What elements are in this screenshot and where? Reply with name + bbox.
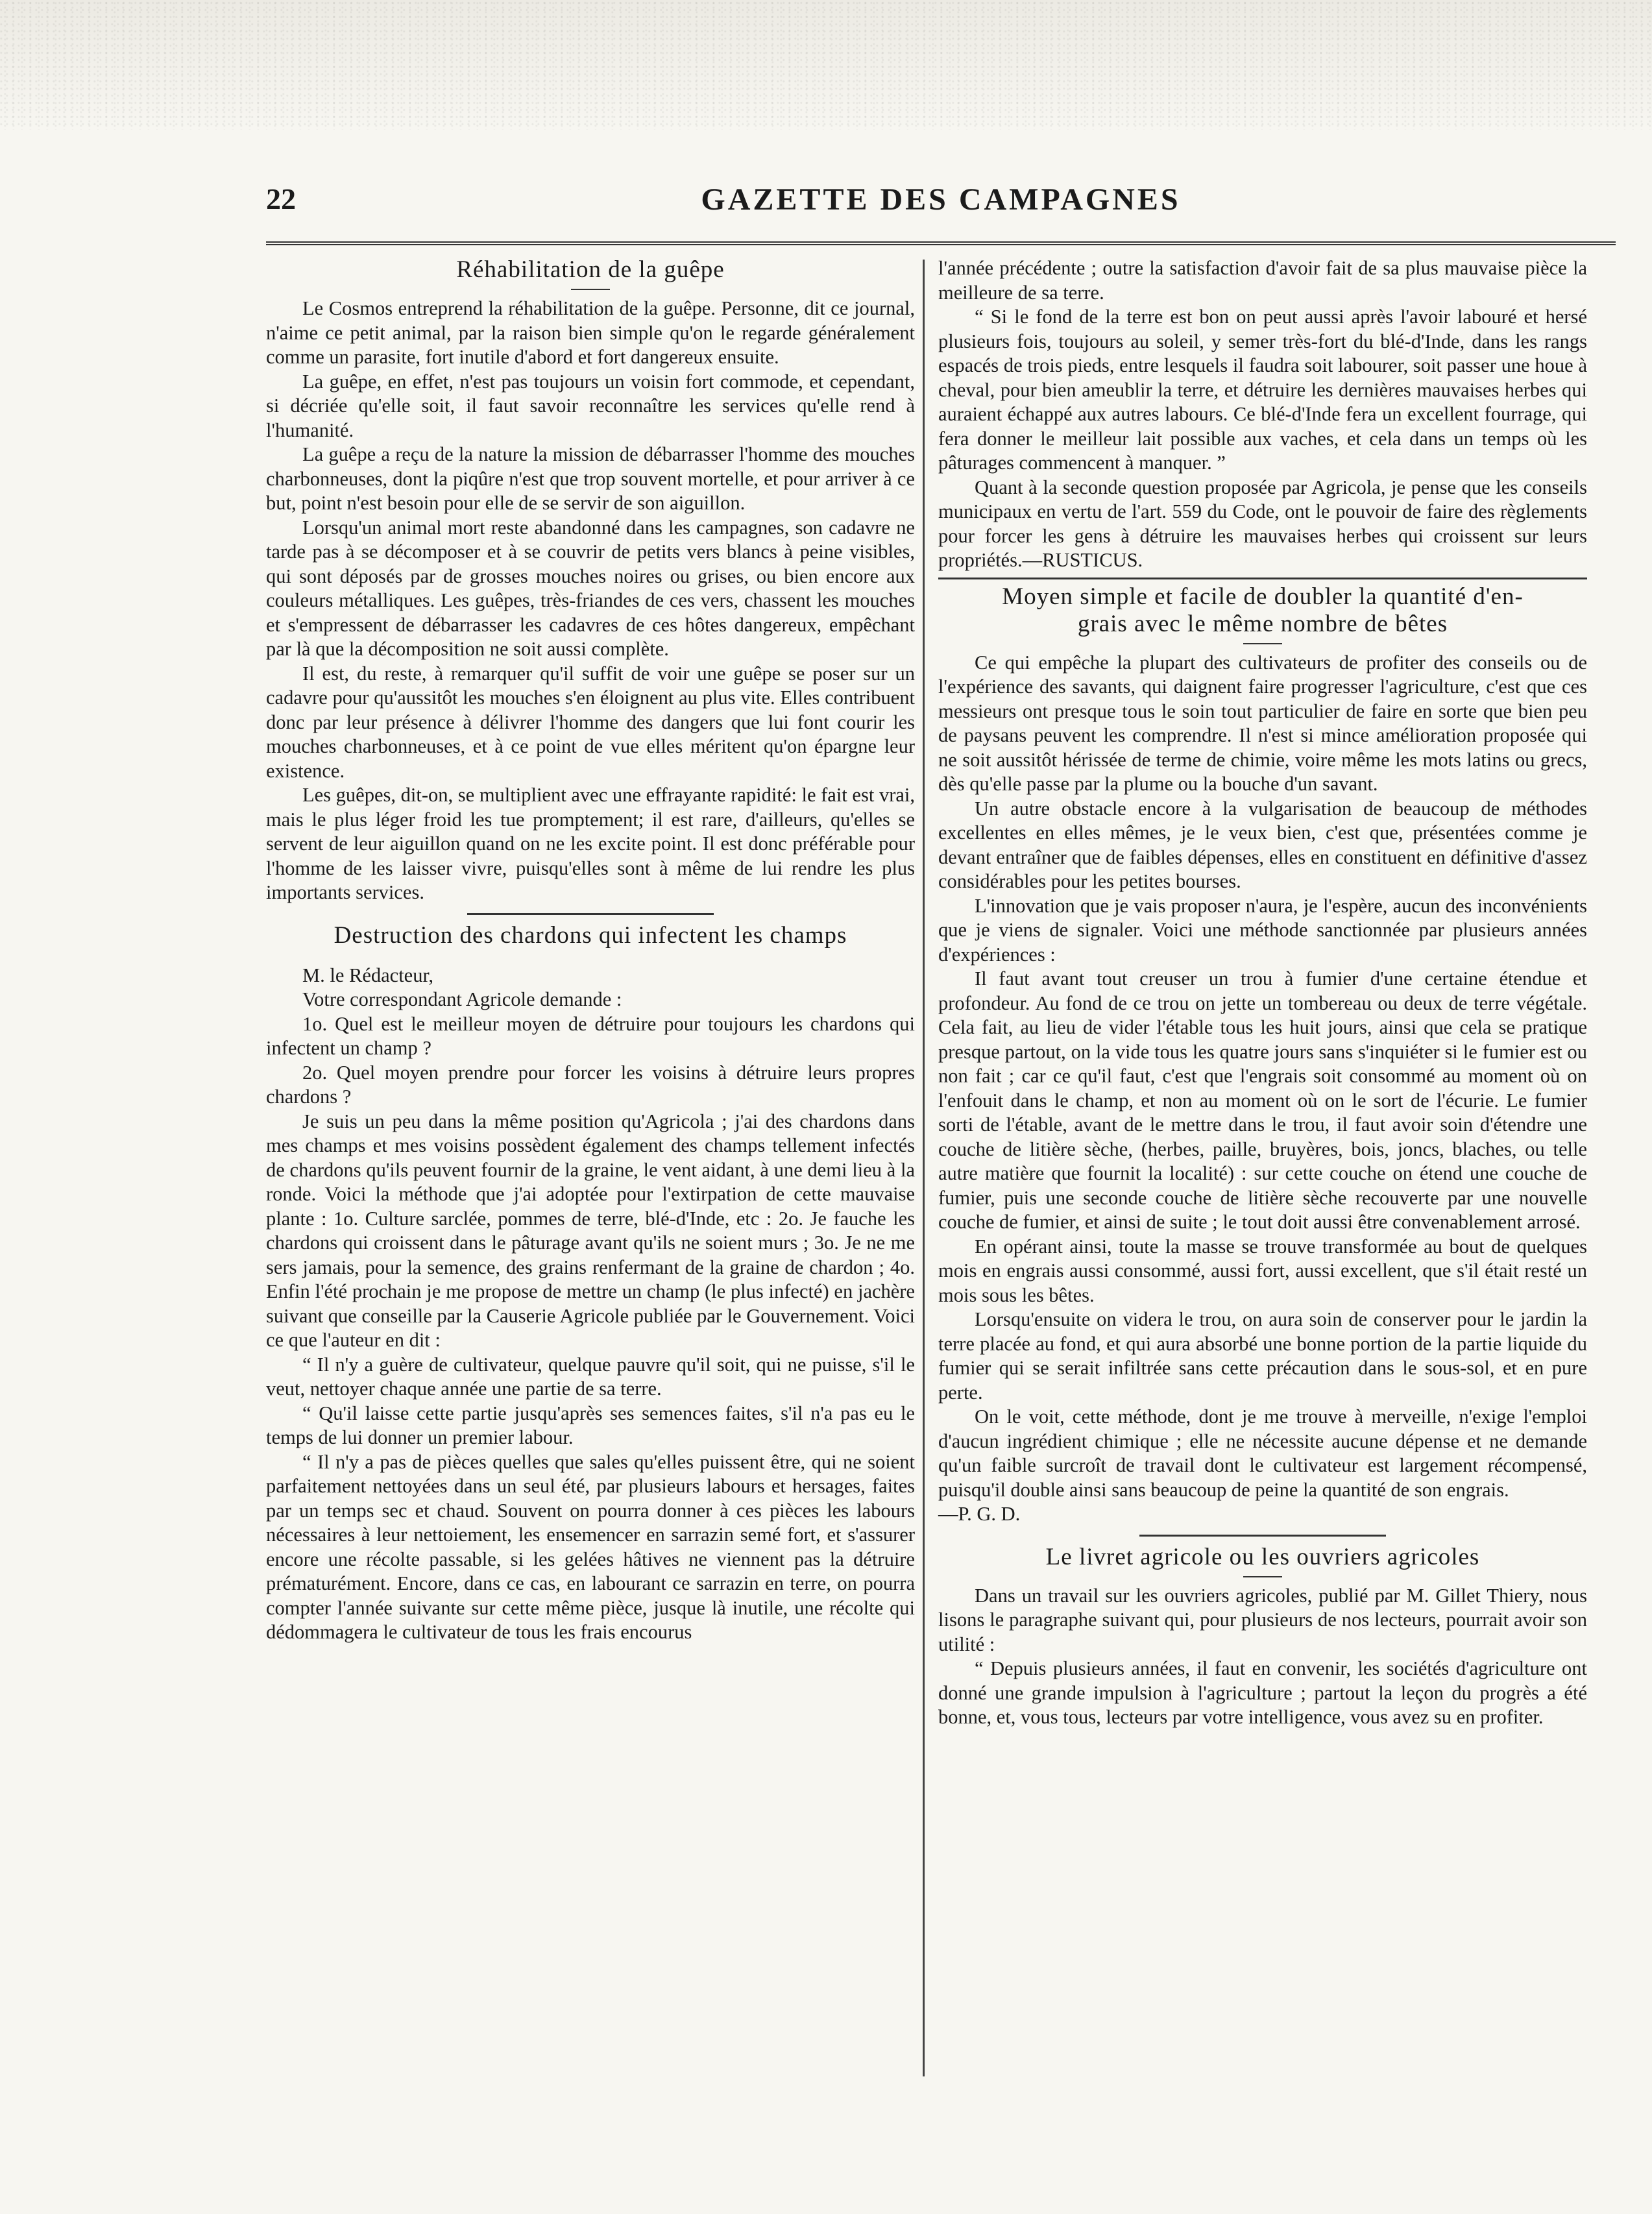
column-divider	[923, 260, 925, 2076]
paragraph: Je suis un peu dans la même position qu'Agricola ; j'ai des chardons dans mes champs et mes voisins possèdent également des champs tellement infectés de chardons qu'ils peuvent fournir de la graine, le vent aidant, à une demi lieu à la ronde. Voici la méthode que j'ai adoptée pour l'extirpation de cette mauvaise plante : 1o. Culture sarclée, pommes de terre, blé-d'Inde, etc : 2o. Je fauche les chardons qui croissent dans le pâturage avant qu'ils ne soient murs ; 3o. Je ne me sers jamais, pour la semence, des grains renfermant de la graine de chardon ; 4o. Enfin l'été prochain je me propose de mettre un champ (le plus infecté) en jachère suivant que conseille par la Causerie Agricole publiée par le Gouvernement. Voici ce que l'auteur en dit :	[266, 1110, 915, 1351]
paragraph: Le Cosmos entreprend la réhabilitation de la guêpe. Personne, dit ce journal, n'aime ce petit animal, par la raison bien simple qu'on le regarde généralement comme un parasite, fort inutile d'abord et fort dangereux ensuite.	[266, 297, 915, 368]
page-number: 22	[266, 182, 296, 215]
quotation: “ Il n'y a guère de cultivateur, quelque pauvre qu'il soit, qui ne puisse, s'il le veut, nettoyer chaque année une partie de sa terre.	[266, 1353, 915, 1400]
article-title-guepe: Réhabilitation de la guêpe	[456, 256, 725, 283]
paragraph: Il faut avant tout creuser un trou à fumier d'une certaine étendue et profondeur. Au fond de ce trou on jette un tombereau ou deux de terre végétale. Cela fait, au lieu de vider l'étable tous les huit jours, ainsi que cela se pratique presque partout, on la vide tous les quatre jours sans s'inquiéter si le fumier est ou non fait ; car ce qu'il faut, c'est que l'engrais soit consommé au moment où on l'enfouit dans le champ, et non au moment où on le sort de l'écurie. Le fumier sorti de l'étable, avant de le mettre dans le trou, il faut avoir soin d'étendre une couche de litière sèche, (herbes, paille, bruyères, bois, joncs, blaches, ou telle autre matière que fournit la localité) : sur cette couche on étend une couche de fumier, puis une seconde couche de litière sèche recouverte par une nouvelle couche de fumier, et ainsi de suite ; le tout doit aussi être convenablement arrosé.	[938, 967, 1587, 1233]
quotation: “ Qu'il laisse cette partie jusqu'après ses semences faites, s'il n'a pas eu le temps de lui donner un premier labour.	[266, 1402, 915, 1448]
paragraph: Les guêpes, dit-on, se multiplient avec une effrayante rapidité: le fait est vrai, mais le plus léger froid les tue promptement; il est rare, d'ailleurs, qu'elles se servent de leur aiguillon quand on ne les excite point. Il est donc préférable pour l'homme de les laisser vivre, puisqu'elles sont à même de lui rendre les plus importants services.	[266, 784, 915, 903]
article-title-chardons: Destruction des chardons qui infectent les champs	[334, 921, 847, 949]
paragraph: Un autre obstacle encore à la vulgarisation de beaucoup de méthodes excellentes en elles mêmes, je le veux bien, c'est que, présentées comme je devant entraîner que de faibles dépenses, elles en constituent en définitive d'assez considérables pour les petites bourses.	[938, 797, 1587, 892]
question-1: 1o. Quel est le meilleur moyen de détruire pour toujours les chardons qui infectent un champ ?	[266, 1012, 915, 1059]
header-rule	[266, 241, 1616, 245]
article-title-engrais	[938, 583, 1587, 638]
quotation: “ Si le fond de la terre est bon on peut aussi après l'avoir labouré et hersé plusieurs fois, toujours au soleil, y semer très-fort du blé-d'Inde, dans les rangs espacés de trois pieds, entre lesquels il faudra soit labourer, soit passer une houe à cheval, pour bien ameublir la terre, et détruire les dernières mauvaises herbes qui auraient échappé aux autres labours. Ce blé-d'Inde fera un excellent fourrage, qui fera donner le meilleur lait possible aux vaches, et cela dans un temps où les pâturages commencent à manquer. ”	[938, 306, 1587, 474]
left-column	[266, 256, 915, 1645]
paragraph: En opérant ainsi, toute la masse se trouve transformée au bout de quelques mois en engrais aussi consommé, aussi fort, aussi excellent, que s'il était resté un mois sous les bêtes.	[938, 1235, 1587, 1306]
salutation: M. le Rédacteur,	[302, 964, 434, 986]
newspaper-title: GAZETTE DES CAMPAGNES	[701, 182, 1181, 217]
signature: —P. G. D.	[938, 1503, 1021, 1525]
spacer	[266, 949, 915, 964]
paragraph: Il est, du reste, à remarquer qu'il suffit de voir une guêpe se poser sur un cadavre pour qu'aussitôt les mouches s'en éloignent au plus vite. Elles contribuent donc par leur présence à délivrer l'homme des dangers que lui font courir les mouches charbonneuses, et à ce point de vue elles méritent qu'on épargne leur existence.	[266, 662, 915, 782]
paragraph: On le voit, cette méthode, dont je me trouve à merveille, n'exige l'emploi d'aucun ingrédient chimique ; elle ne nécessite aucune dépense et ne demande qu'un faible surcroît de travail dont le cultivateur est largement récompensé, puisqu'il double ainsi sans beaucoup de peine la quantité de son engrais.	[938, 1405, 1587, 1501]
article-separator	[938, 573, 1587, 583]
paragraph: Votre correspondant Agricole demande :	[302, 988, 622, 1010]
question-2: 2o. Quel moyen prendre pour forcer les voisins à détruire leurs propres chardons ?	[266, 1061, 915, 1108]
paragraph: Ce qui empêche la plupart des cultivateurs de profiter des conseils ou de l'expérience des savants, qui daignent faire progresser l'agriculture, c'est que ces messieurs ont presque tous le soin tout particulier de faire en sorte que bien peu de paysans peuvent les comprendre. Il n'est si mince amélioration proposée qui ne soit aussitôt hérissée de terme de chimie, voire même les mots latins ou grecs, dès qu'elle passe par la plume ou la bouche d'un savant.	[938, 651, 1587, 795]
title-dash	[938, 638, 1587, 651]
paragraph: Quant à la seconde question proposée par Agricola, je pense que les conseils municipaux en vertu de l'art. 559 du Code, ont le pouvoir de faire des règlements pour forcer les gens à détruire les mauvaises herbes qui croissent sur leurs propriétés.—RUSTICUS.	[938, 476, 1587, 571]
article-separator	[938, 1527, 1587, 1544]
quotation: “ Depuis plusieurs années, il faut en convenir, les sociétés d'agriculture ont donné une grande impulsion à l'agriculture ; partout la leçon du progrès a été bonne, et, vous tous, lecteurs par votre intelligence, vous avez su en profiter.	[938, 1657, 1587, 1728]
title-dash	[938, 1571, 1587, 1584]
article-separator	[266, 905, 915, 922]
paragraph: L'innovation que je vais proposer n'aura, je l'espère, aucun des inconvénients que je viens de signaler. Voici une méthode sanctionnée par plusieurs années d'expériences :	[938, 894, 1587, 966]
article-title-livret: Le livret agricole ou les ouvriers agricoles	[1045, 1543, 1480, 1570]
paragraph: l'année précédente ; outre la satisfaction d'avoir fait de sa plus mauvaise pièce la meilleure de sa terre.	[938, 257, 1587, 304]
paragraph: La guêpe a reçu de la nature la mission de débarrasser l'homme des mouches charbonneuses, dont la piqûre n'est que trop souvent mortelle, et pour arriver à ce but, point n'est besoin pour elle de se servir de son aiguillon.	[266, 443, 915, 514]
paragraph: Lorsqu'un animal mort reste abandonné dans les campagnes, son cadavre ne tarde pas à se décomposer et à se couvrir de petits vers blancs à peine visibles, qui sont déposés par de grosses mouches noires ou grises, ou bien encore aux couleurs métalliques. Les guêpes, très-friandes de ces vers, chassent les mouches et s'empressent de débarrasser les cadavres de ces hôtes dangereux, empêchant par là que la décomposition ne soit aussi complète.	[266, 516, 915, 660]
scan-noise	[0, 0, 1652, 130]
paragraph: La guêpe, en effet, n'est pas toujours un voisin fort commode, et cependant, si décriée qu'elle soit, il faut savoir reconnaître les services qu'elle rend à l'humanité.	[266, 370, 915, 441]
title-line: Moyen simple et facile de doubler la quantité d'en-	[1002, 583, 1524, 610]
right-column	[938, 256, 1587, 1730]
title-line: grais avec le même nombre de bêtes	[1077, 610, 1448, 637]
paragraph: Lorsqu'ensuite on videra le trou, on aura soin de conserver pour le jardin la terre placée au fond, et qui aura absorbé une bonne portion de la partie liquide du fumier qui se serait infiltrée sans cette précaution dans le sous-sol, et en pure perte.	[938, 1308, 1587, 1404]
page-header	[266, 182, 1616, 221]
title-dash	[266, 284, 915, 297]
quotation: “ Il n'y a pas de pièces quelles que sales qu'elles puissent être, qui ne soient parfaitement nettoyées dans un seul été, par plusieurs labours et hersages, faites par un temps sec et chaud. Souvent on pourra donner à ces pièces les labours nécessaires à leur nettoiement, les ensemencer en sarrazin semé fort, et s'assurer encore une récolte passable, si les gelées hâtives ne viennent pas la détruire prématurément. Encore, dans ce cas, en labourant ce sarrazin en terre, on pourra compter l'année suivante sur cette même pièce, jusque là inutile, une récolte qui dédommagera le cultivateur de tous les frais encourus	[266, 1450, 915, 1643]
paragraph: Dans un travail sur les ouvriers agricoles, publié par M. Gillet Thiery, nous lisons le paragraphe suivant qui, pour plusieurs de nos lecteurs, pourrait avoir son utilité :	[938, 1584, 1587, 1655]
